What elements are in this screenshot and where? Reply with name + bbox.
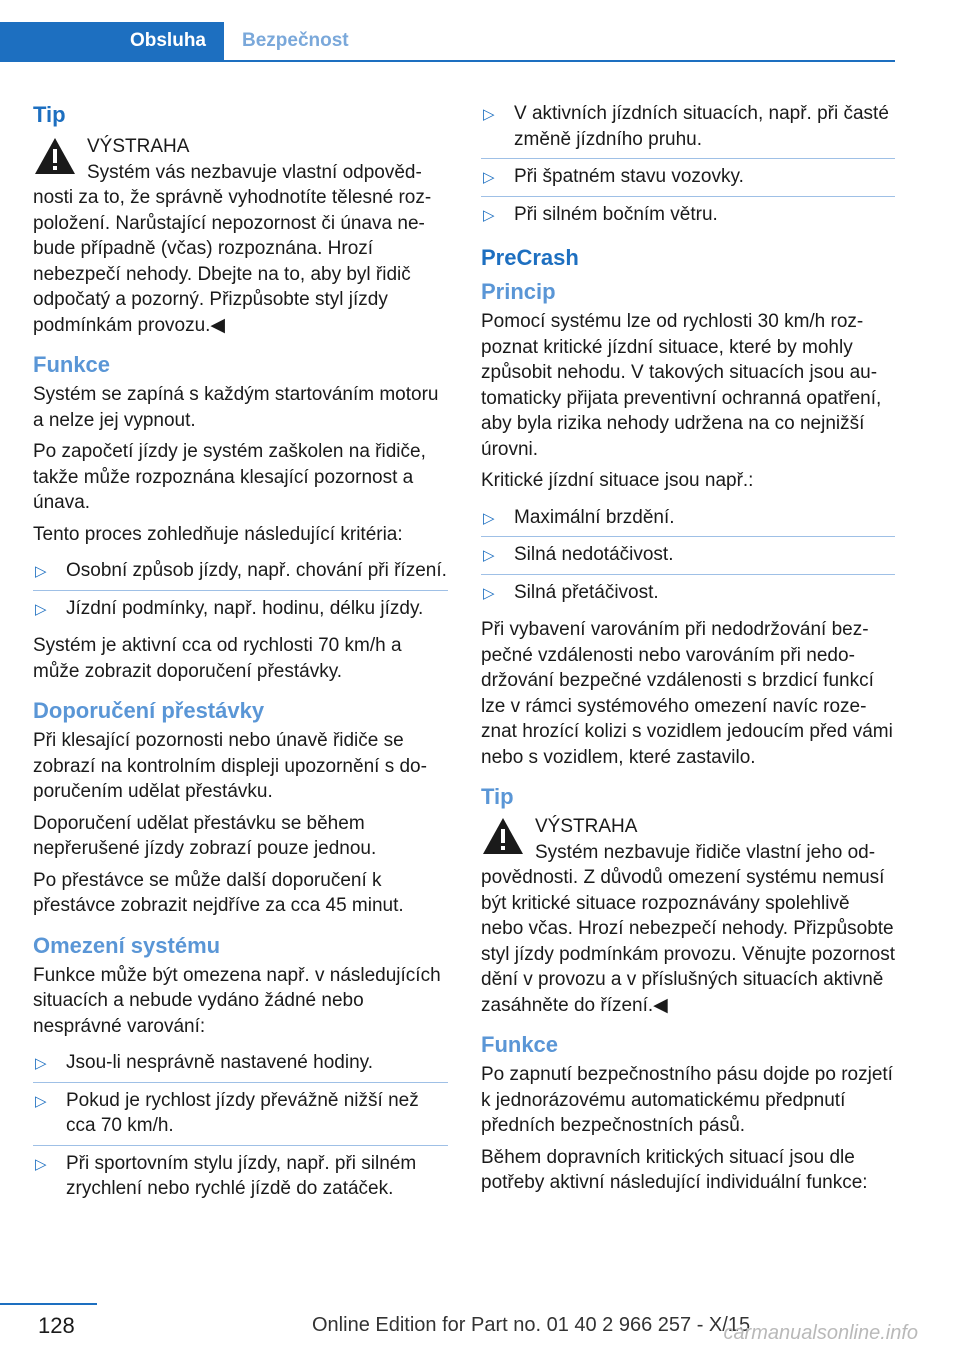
princip-paragraph-1: Pomocí systému lze od rychlosti 30 km/h rozpoznat kritické jízdní situace, které by mohly způsobit nehodu. V takových situacích jsou automaticky přijata preventivní ochranná opatření, aby byla rizika nehody udržena na co nejnižší úrovni. — [481, 311, 882, 460]
triangle-bullet-icon: ▷ — [35, 1155, 47, 1173]
funkce-paragraph-3: Tento proces zohledňuje následující kritéria: — [33, 523, 403, 545]
triangle-bullet-icon: ▷ — [483, 547, 495, 564]
omezeni-heading: Omezení systému — [33, 932, 221, 958]
warning-triangle-icon — [481, 816, 525, 856]
triangle-bullet-icon: ▷ — [35, 1055, 47, 1072]
section-tabbar — [0, 22, 895, 62]
tab-bezpecnost[interactable]: Bezpečnost — [242, 30, 349, 51]
doporuceni-paragraph-1: Při klesající pozornosti nebo únavě řidiče se zobrazí na kontrolním displeji upozornění s doporučením udělat přestávku. — [33, 730, 427, 802]
list-item: ▷ Při sportovním stylu jízdy, např. při silném zrychlení nebo rychlé jízdě do zatáček. — [35, 1152, 417, 1199]
funkce-paragraph-4: Systém je aktivní cca od rychlosti 70 km/h a může zobrazit doporučení přestávky. — [33, 635, 402, 682]
doporuceni-heading: Doporučení přestávky — [33, 698, 265, 723]
warning-triangle-icon — [33, 136, 77, 176]
tab-underline — [0, 60, 895, 62]
triangle-bullet-icon: ▷ — [35, 563, 47, 580]
warning-title: VÝSTRAHA — [535, 816, 638, 837]
left-column — [33, 96, 448, 1214]
triangle-bullet-icon: ▷ — [35, 1092, 47, 1110]
funkce-paragraph-1: Systém se zapíná s každým startováním motoru a nelze jej vypnout. — [33, 384, 439, 431]
criteria-list — [33, 553, 448, 627]
triangle-bullet-icon: ▷ — [483, 584, 495, 602]
omezeni-list — [33, 1045, 448, 1208]
princip-heading: Princip — [481, 279, 556, 304]
list-item: ▷ Maximální brzdění. — [481, 500, 895, 538]
funkce-paragraph-1: Po zapnutí bezpečnostního pásu dojde po rozjetí k jednorázovému automatickému předpnutí předních bezpečnostních pásů. — [481, 1064, 893, 1136]
warning-text: Systém nezbavuje řidiče vlastní jeho odpovědnosti. Z důvodů omezení systému nemusí být kritické situace rozpoznávány spolehlivě nebo včas. Hrozí nebezpečí nehody. Přizpůsobte styl jízdy podmínkám provozu. Věnujte pozornost dění v provozu a v příslušných situacích aktivně zasáhněte do řízení.◀ — [481, 841, 895, 1016]
funkce-paragraph-2: Po započetí jízdy je systém zaškolen na řidiče, takže může rozpoznána klesající pozornost a únava. — [33, 441, 426, 513]
triangle-bullet-icon: ▷ — [483, 206, 495, 224]
triangle-bullet-icon: ▷ — [483, 169, 495, 186]
list-item: ▷ Jsou-li nesprávně nastavené hodiny. — [33, 1045, 448, 1083]
princip-paragraph-3: Při vybavení varováním při nedodržování bezpečné vzdálenosti nebo varováním při nedodržování bezpečné vzdálenosti s brzdicí funkcí lze v rámci systémového omezení navíc rozeznat hrozící kolizi s vozidlem jedoucím před vámi nebo s vozidlem, které zastavilo. — [481, 619, 893, 768]
funkce-paragraph-2: Během dopravních kritických situací jsou dle potřeby aktivní následující individuální funkce: — [481, 1146, 868, 1193]
list-item: ▷ Silná nedotáčivost. — [481, 537, 895, 575]
list-item: ▷ Osobní způsob jízdy, např. chování při řízení. — [33, 553, 448, 591]
list-item: ▷ Při silném bočním větru. — [481, 197, 895, 234]
triangle-bullet-icon: ▷ — [483, 509, 495, 527]
edition-note: Online Edition for Part no. 01 40 2 966 257 - X/15 — [312, 1314, 751, 1336]
omezeni-list-continued — [481, 96, 895, 233]
warning-block — [481, 814, 895, 1018]
precrash-heading: PreCrash — [481, 245, 579, 270]
right-column — [481, 96, 895, 1202]
list-item: ▷ V aktivních jízdních situacích, např. při časté změně jízdního pruhu. — [481, 96, 895, 159]
warning-text: Systém vás nezbavuje vlastní odpovědnosti za to, že správně vyhodnotíte tělesné rozpoložení. Narůstající nepozornost či únava nebude případně (včas) rozpoznána. Hrozí nebezpečí nehody. Dbejte na to, aby byl řidič odpočatý a pozorný. Přizpůsobte styl jízdy podmínkám provozu.◀ — [33, 161, 432, 336]
princip-paragraph-2: Kritické jízdní situace jsou např.: — [481, 470, 754, 491]
list-item: ▷ Silná přetáčivost. — [481, 575, 895, 612]
warning-block — [33, 134, 448, 338]
triangle-bullet-icon: ▷ — [483, 106, 495, 123]
tip-heading: Tip — [481, 784, 514, 809]
watermark: carmanualsonline.info — [723, 1322, 918, 1344]
list-item: ▷ Jízdní podmínky, např. hodinu, délku jízdy. — [33, 591, 448, 628]
list-item: ▷ Pokud je rychlost jízdy převážně nižší než cca 70 km/h. — [33, 1083, 448, 1146]
footer-rule — [0, 1303, 97, 1305]
doporuceni-paragraph-3: Po přestávce se může další doporučení k přestávce zobrazit nejdříve za cca 45 minut. — [33, 869, 404, 916]
list-item: ▷ Při špatném stavu vozovky. — [481, 159, 895, 197]
tip-heading: Tip — [33, 102, 66, 127]
tab-obsluha[interactable]: Obsluha — [0, 22, 224, 60]
doporuceni-paragraph-2: Doporučení udělat přestávku se během nepřerušené jízdy zobrazí pouze jednou. — [33, 812, 377, 859]
funkce-heading: Funkce — [33, 352, 111, 377]
funkce-heading: Funkce — [481, 1032, 559, 1057]
omezeni-paragraph-1: Funkce může být omezena např. v následujících situacích a nebude vydáno žádné nebo nesprávné varování: — [33, 964, 441, 1037]
triangle-bullet-icon: ▷ — [35, 600, 47, 618]
page-number: 128 — [38, 1313, 75, 1338]
situations-list — [481, 500, 895, 612]
warning-title: VÝSTRAHA — [87, 136, 190, 157]
